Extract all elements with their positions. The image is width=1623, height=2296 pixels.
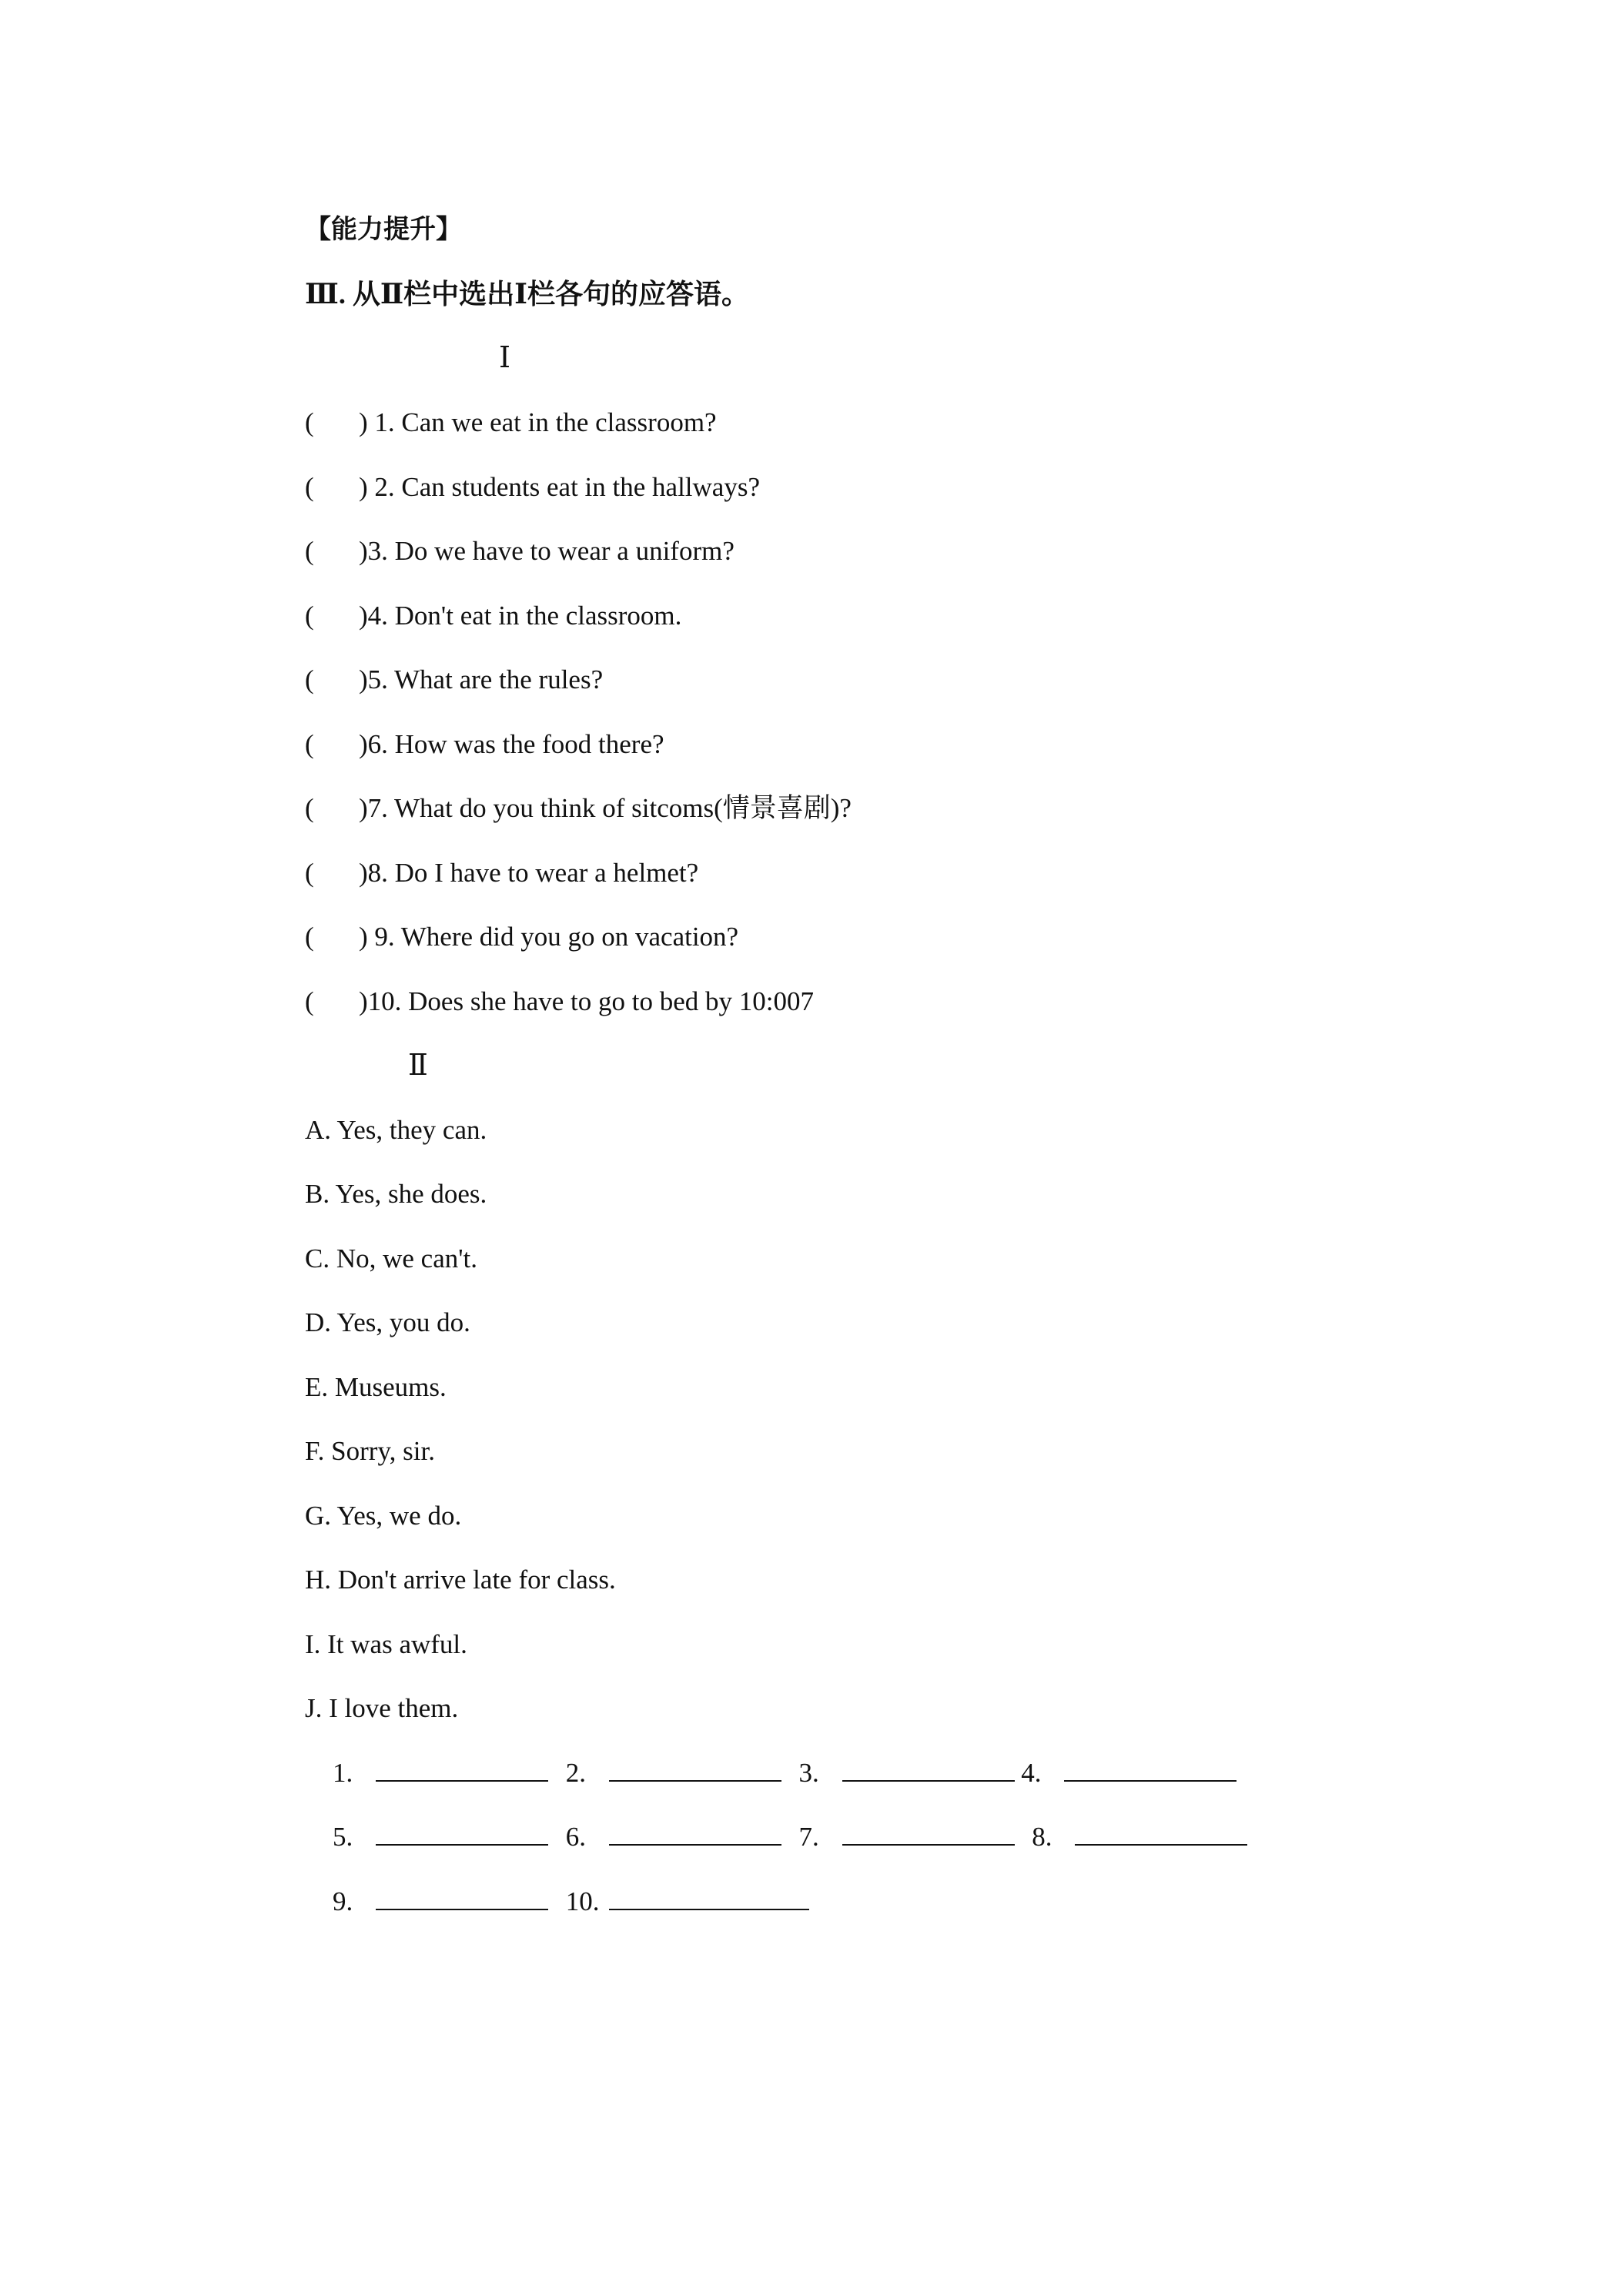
answer-blank[interactable]: [376, 1886, 548, 1910]
blank-item: 4.: [1021, 1756, 1236, 1790]
question-item: ( ) 1. Can we eat in the classroom?: [305, 406, 717, 440]
answer-paren[interactable]: (: [305, 729, 314, 759]
question-item: ( )8. Do I have to wear a helmet?: [305, 856, 698, 890]
question-text: 2. Can students eat in the hallways?: [367, 472, 760, 502]
question-item: ( ) 9. Where did you go on vacation?: [305, 920, 738, 954]
answer-option: B. Yes, she does.: [305, 1179, 487, 1209]
question-item: ( )5. What are the rules?: [305, 663, 603, 697]
question-text: 9. Where did you go on vacation?: [367, 922, 739, 952]
answer-option: C. No, we can't.: [305, 1243, 478, 1274]
answer-paren[interactable]: (: [305, 664, 314, 694]
answer-blank[interactable]: [1075, 1821, 1247, 1846]
answer-blank[interactable]: [1064, 1757, 1236, 1782]
blank-item: 8.: [1032, 1820, 1247, 1854]
column-one-label: Ⅰ: [499, 342, 511, 374]
blank-item: 9.: [333, 1885, 548, 1919]
blank-item: 5.: [333, 1820, 548, 1854]
question-text: 6. How was the food there?: [367, 729, 664, 759]
question-text: 7. What do you think of sitcoms(情景喜剧)?: [367, 793, 852, 823]
answer-blank[interactable]: [609, 1886, 809, 1910]
blank-item: 10.: [566, 1885, 809, 1919]
answer-blank[interactable]: [609, 1821, 781, 1846]
section-heading: 【能力提升】: [305, 214, 462, 245]
question-item: ( )3. Do we have to wear a uniform?: [305, 534, 735, 568]
answer-blank[interactable]: [609, 1757, 781, 1782]
answer-option: I. It was awful.: [305, 1629, 467, 1659]
blank-row: [333, 1885, 820, 1919]
answer-blank[interactable]: [842, 1821, 1015, 1846]
answer-option: G. Yes, we do.: [305, 1501, 462, 1531]
answer-option: D. Yes, you do.: [305, 1307, 470, 1337]
answer-paren[interactable]: (: [305, 793, 314, 823]
question-item: ( ) 2. Can students eat in the hallways?: [305, 470, 760, 504]
question-text: 1. Can we eat in the classroom?: [367, 407, 717, 437]
answer-blank[interactable]: [376, 1757, 548, 1782]
question-item: ( )6. How was the food there?: [305, 728, 664, 761]
answer-paren[interactable]: (: [305, 601, 314, 631]
answer-paren[interactable]: (: [305, 472, 314, 502]
answer-paren[interactable]: (: [305, 858, 314, 888]
answer-paren[interactable]: (: [305, 407, 314, 437]
question-text: 3. Do we have to wear a uniform?: [367, 536, 735, 566]
answer-option: A. Yes, they can.: [305, 1115, 487, 1145]
question-item: ( )7. What do you think of sitcoms(情景喜剧)?: [305, 792, 852, 825]
question-item: ( )10. Does she have to go to bed by 10:007: [305, 985, 814, 1019]
question-item: ( )4. Don't eat in the classroom.: [305, 599, 681, 633]
blank-item: 3.: [799, 1756, 1015, 1790]
answer-option: F. Sorry, sir.: [305, 1436, 435, 1466]
exercise-title: Ⅲ. 从Ⅱ栏中选出Ⅰ栏各句的应答语。: [305, 279, 750, 310]
question-text: 8. Do I have to wear a helmet?: [367, 858, 699, 888]
blank-item: 2.: [566, 1756, 781, 1790]
blank-row: [333, 1756, 1247, 1790]
column-two-label: Ⅱ: [408, 1049, 428, 1082]
answer-paren[interactable]: (: [305, 536, 314, 566]
answer-blank[interactable]: [842, 1757, 1015, 1782]
answer-paren[interactable]: (: [305, 922, 314, 952]
blank-row: [333, 1820, 1258, 1854]
answer-blank[interactable]: [376, 1821, 548, 1846]
answer-option: J. I love them.: [305, 1693, 459, 1723]
blank-item: 1.: [333, 1756, 548, 1790]
question-text: 5. What are the rules?: [367, 664, 604, 694]
answer-option: H. Don't arrive late for class.: [305, 1565, 616, 1595]
question-text: 4. Don't eat in the classroom.: [367, 601, 682, 631]
answer-paren[interactable]: (: [305, 986, 314, 1016]
blank-item: 6.: [566, 1820, 781, 1854]
question-text: 10. Does she have to go to bed by 10:007: [367, 986, 815, 1016]
answer-option: E. Museums.: [305, 1372, 447, 1402]
blank-item: 7.: [799, 1820, 1015, 1854]
